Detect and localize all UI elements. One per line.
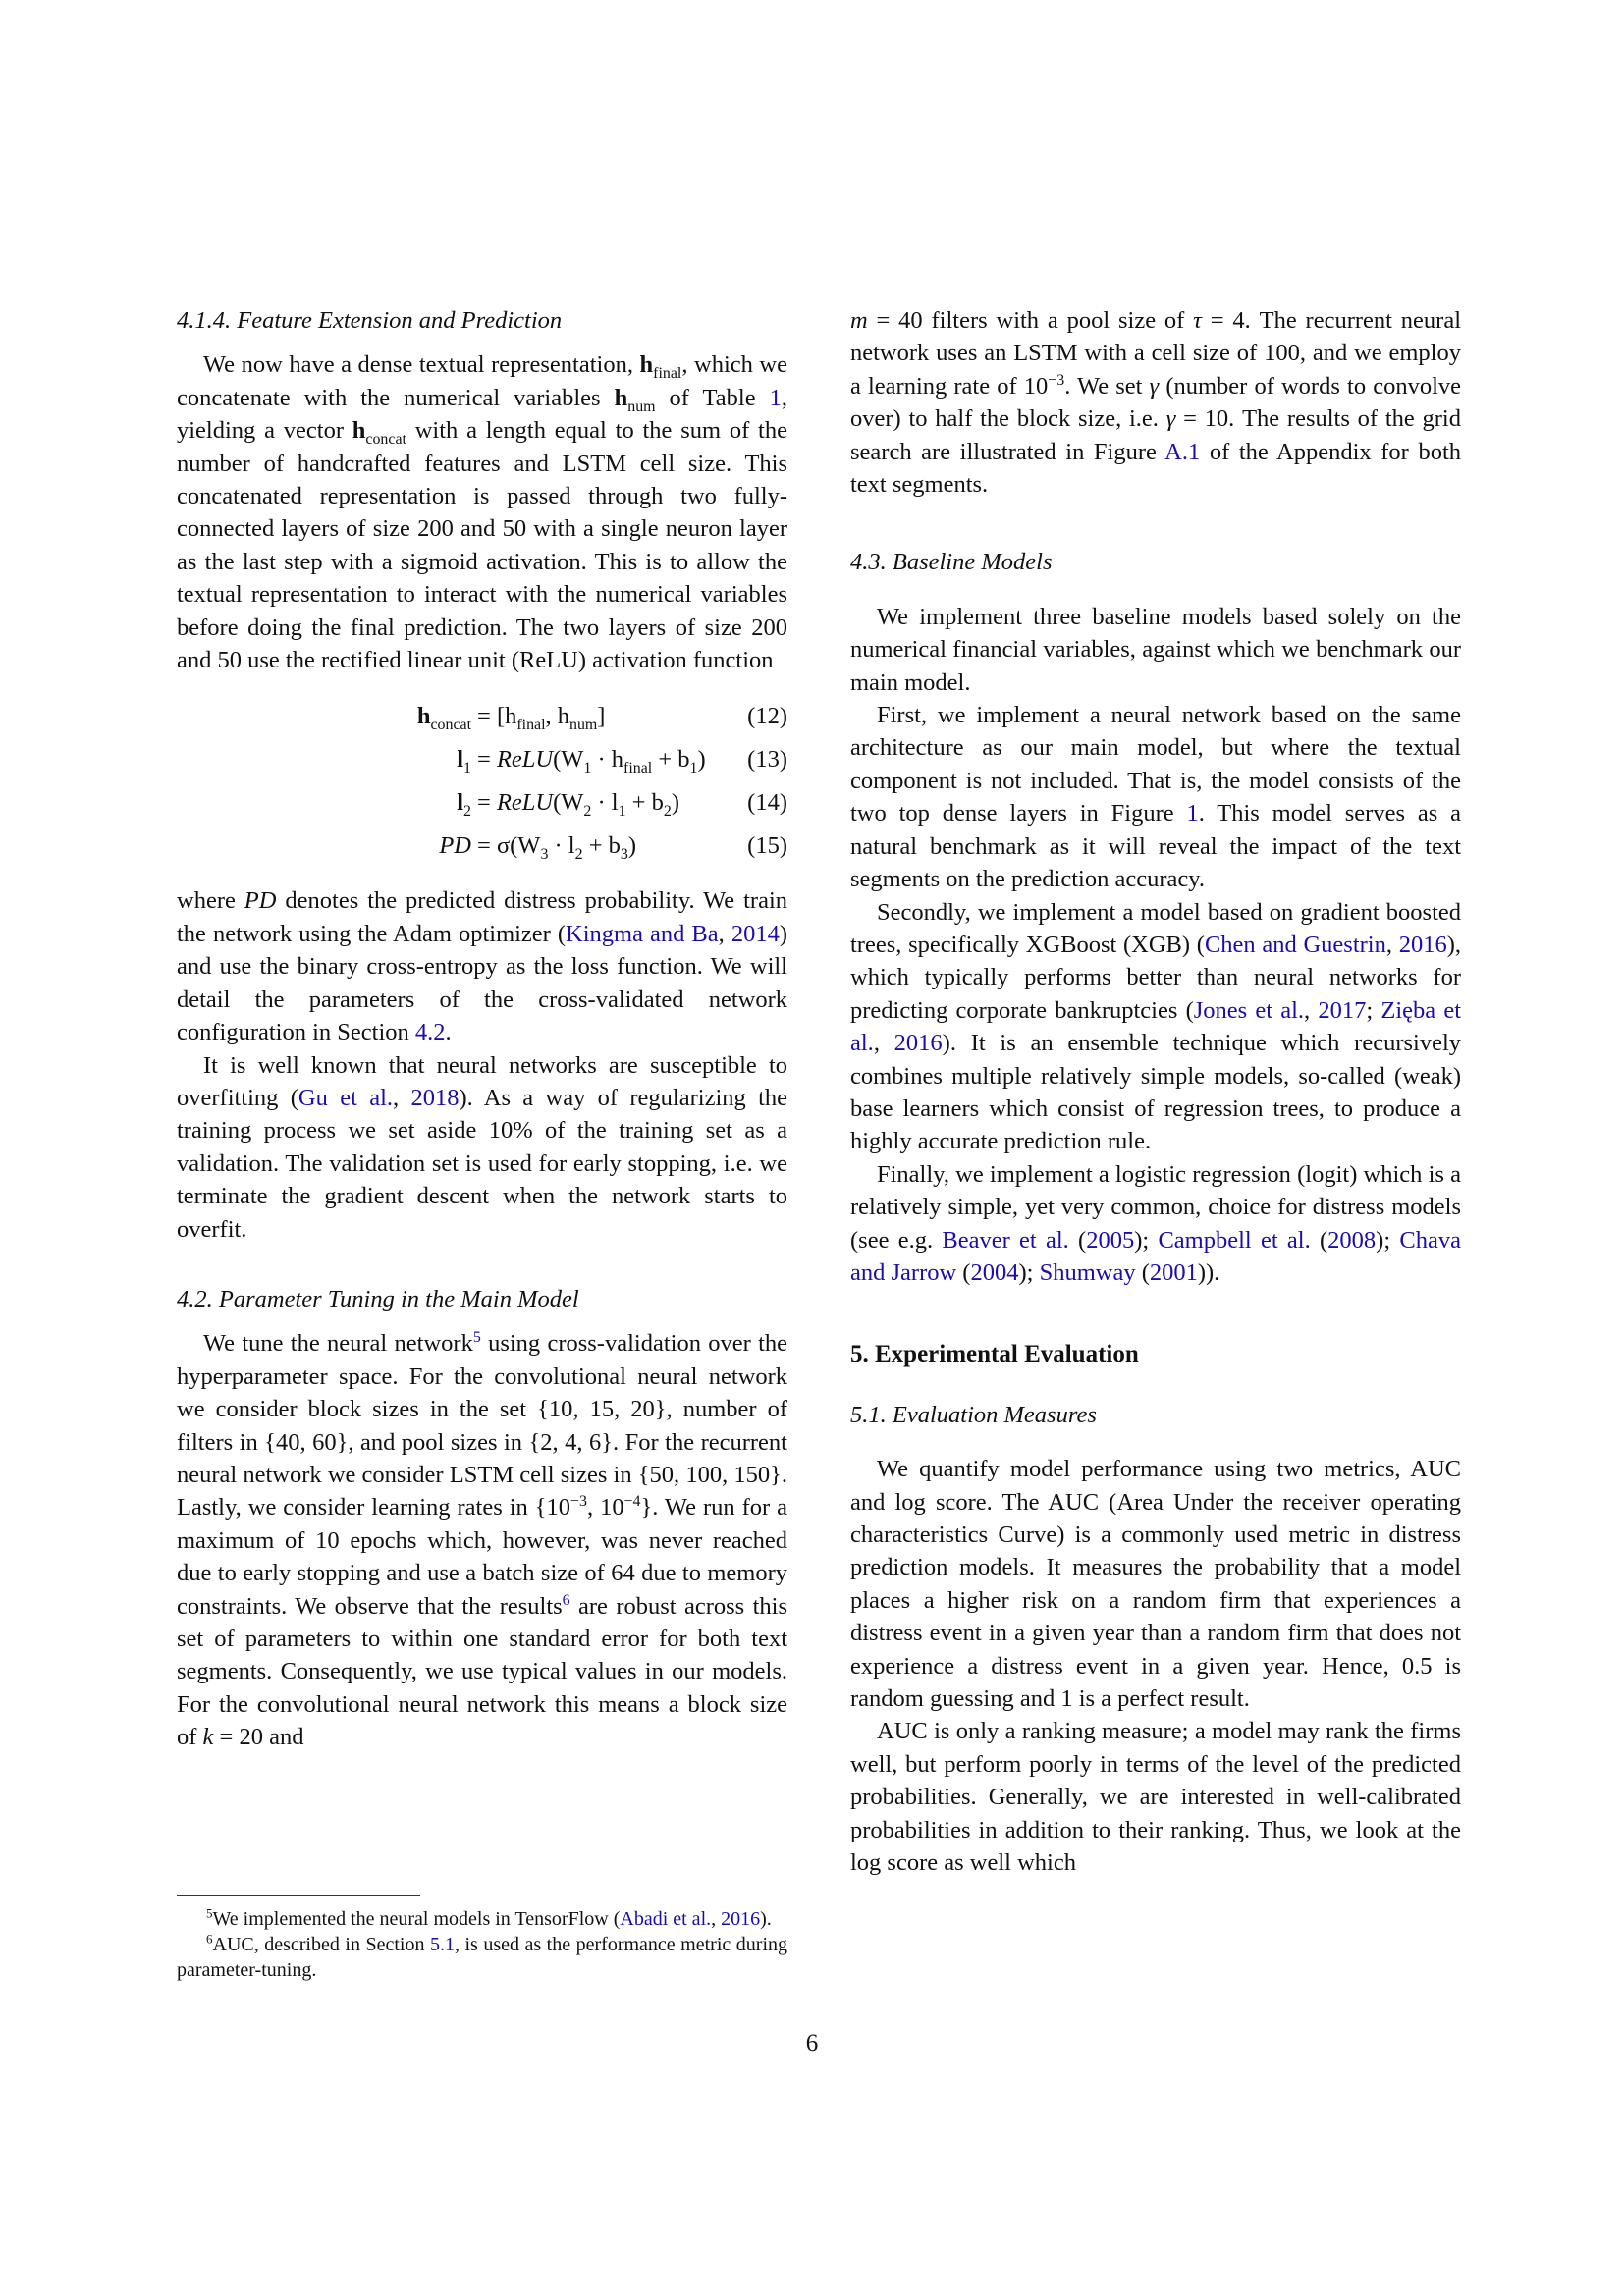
citation-link[interactable]: Beaver et al. (942, 1226, 1069, 1254)
equation-number: (12) (747, 703, 787, 730)
citation-year-link[interactable]: 2016 (1398, 931, 1447, 958)
section-4-2-link[interactable]: 4.2 (414, 1019, 446, 1046)
paragraph-parameter-values: m = 40 filters with a pool size of τ = 4. The recurrent neural network uses an LSTM with a cell size of 100, and we employ a learning rate of $10^{-3}$. We set γ (number of words to convolve over) to half the block size, i.e. γ = 10. The results of the grid search are illustrated in Figure A.1 of the Appendix for both text segments. (850, 307, 1462, 499)
section-4-1-4-title: 4.1.4. Feature Extension and Prediction (177, 307, 563, 334)
paragraph-baselines-intro: We implement three baseline models based solely on the numerical financial variables, against which we benchmark our main model. (850, 603, 1461, 696)
paragraph-evaluation-logscore: AUC is only a ranking measure; a model may rank the firms well, but perform poorly in terms of the level of the predicted probabilities. Generally, we are interested in well-calibrated probabilities in addition to their ranking. Thus, we look at the log score as well which (850, 1718, 1461, 1877)
section-5-1-title: 5.1. Evaluation Measures (850, 1401, 1097, 1428)
paragraph-baseline-nn: First, we implement a neural network based on the same architecture as our main model, but where the textual component is not included. That is, the model consists of the two top dense layers in Figure 1. This model serves as a natural benchmark as it will reveal the impact of the text segments on the prediction accuracy. (850, 702, 1461, 893)
paragraph-baseline-logit: Finally, we implement a logistic regression (logit) which is a relatively simple, yet very common, choice for distress models (see e.g. Beaver et al. (2005); Campbell et al. (2008); Chava and Jarrow (2004); Shumway (2001)). (850, 1160, 1461, 1286)
citation-year-link[interactable]: 2014 (731, 920, 780, 947)
equation-14: $l_2$ = $ReLU(W_2 \cdot l_1 + b_2)$ (14) (177, 780, 787, 824)
citation-year-link[interactable]: 2016 (721, 1908, 761, 1930)
left-column (177, 304, 787, 1754)
figure-1-link[interactable]: 1 (1186, 800, 1199, 828)
citation-year-link[interactable]: 2004 (970, 1258, 1019, 1286)
citation-year-link[interactable]: 2017 (1318, 996, 1367, 1024)
citation-year-link[interactable]: 2008 (1327, 1226, 1377, 1254)
paragraph-adam-optimizer: where PD denotes the predicted distress probability. We train the network using the Adam optimizer (Kingma and Ba, 2014) and use the binary cross-entropy as the loss function. We will detail the parameters of the cross-validated network configuration in Section 4.2. (177, 887, 787, 1046)
citation-link[interactable]: Kingma and Ba (566, 920, 719, 947)
equation-number: (13) (747, 746, 787, 774)
figure-a1-link[interactable]: A.1 (1164, 438, 1201, 465)
section-4-3-title: 4.3. Baseline Models (850, 549, 1053, 576)
equation-number: (14) (747, 789, 787, 817)
equations-block (177, 694, 787, 867)
section-4-2-title: 4.2. Parameter Tuning in the Main Model (177, 1285, 579, 1312)
citation-year-link[interactable]: 2005 (1086, 1226, 1135, 1254)
equation-13: $l_1$ = $ReLU(W_1 \cdot h_{final} + b_1)$ (13) (177, 737, 787, 780)
citation-link[interactable]: Jones et al. (1193, 996, 1305, 1024)
paragraph-evaluation-auc: We quantify model performance using two metrics, AUC and log score. The AUC (Area Under the receiver operating characteristics Curve) is a commonly used metric in distress prediction models. It measures the probability that a model places a higher risk on a random firm that experiences a distress event in a given year than a random firm that does not experience a distress event in a given year. Hence, 0.5 is random guessing and 1 is a perfect result. (850, 1456, 1461, 1713)
right-column (850, 304, 1461, 1879)
paragraph-overfitting: It is well known that neural networks are susceptible to overfitting (Gu et al., 2018). As a way of regularizing the training process we set aside 10% of the training set as a validation. The validation set is used for early stopping, i.e. we terminate the gradient descent when the network starts to overfit. (177, 1051, 788, 1243)
citation-link[interactable]: Shumway (1039, 1258, 1136, 1286)
section-5-title: 5. Experimental Evaluation (850, 1341, 1139, 1368)
footnote-6-link[interactable]: 6 (562, 1591, 570, 1609)
paragraph-feature-extension: We now have a dense textual representation, $h_{final}$, which we concatenate with the numerical variables $h_{num}$ of Table 1, yielding a vector $h_{concat}$ with a length equal to the sum of the number of handcrafted features and LSTM cell size. This concatenated representation is passed through two fully-connected layers of size 200 and 50 with a single neuron layer as the last step with a sigmoid activation. This is to allow the textual representation to interact with the numerical variables before doing the final prediction. The two layers of size 200 and 50 use the rectified linear unit (ReLU) activation function (177, 351, 788, 674)
citation-year-link[interactable]: 2018 (410, 1084, 460, 1111)
equation-12: $h_{concat}$ = [$h_{final}$, $h_{num}$] (12) (177, 694, 787, 737)
footnote-rule (177, 1895, 420, 1896)
footnote-6: $^6$AUC, described in Section 5.1, is used as the performance metric during parameter-tuning. (177, 1931, 787, 1981)
citation-link[interactable]: Zięba et al. (850, 996, 1461, 1057)
footnote-5-link[interactable]: 5 (472, 1329, 481, 1347)
citation-link[interactable]: Campbell et al. (1158, 1226, 1311, 1254)
equation-number: (15) (747, 832, 787, 860)
table-1-link[interactable]: 1 (769, 384, 782, 411)
equation-15: PD = $\sigma(W_3 \cdot l_2 + b_3)$ (15) (177, 824, 787, 867)
footnote-5: $^5$We implemented the neural models in TensorFlow (Abadi et al., 2016). (206, 1905, 772, 1930)
section-5-1-link[interactable]: 5.1 (429, 1934, 455, 1955)
citation-link[interactable]: Abadi et al. (620, 1908, 712, 1930)
citation-link[interactable]: Chen and Guestrin (1204, 931, 1386, 958)
paragraph-parameter-tuning: We tune the neural network$^5$ using cross-validation over the hyperparameter space. For the convolutional neural network we consider block sizes in the set {10, 15, 20}, number of filters in {40, 60}, and pool sizes in {2, 4, 6}. For the recurrent neural network we consider LSTM cell sizes in {50, 100, 150}. Lastly, we consider learning rates in {$10^{-3}$, $10^{-4}$}. We run for a maximum of 10 epochs which, however, was never reached due to early stopping and use a batch size of 64 due to memory constraints. We observe that the results$^6$ are robust across this set of parameters to within one standard error for both text segments. Consequently, we use typical values in our models. For the convolutional neural network this means a block size of k = 20 and (177, 1329, 787, 1751)
citation-year-link[interactable]: 2016 (893, 1030, 943, 1057)
citation-link[interactable]: Gu et al. (298, 1084, 394, 1111)
footnotes (177, 1906, 787, 1983)
citation-link[interactable]: Chava and Jarrow (850, 1226, 1461, 1286)
page-number: 6 (805, 2030, 819, 2056)
paragraph-baseline-xgb: Secondly, we implement a model based on gradient boosted trees, specifically XGBoost (XGB) (Chen and Guestrin, 2016), which typically performs better than neural networks for predicting corporate bankruptcies (Jones et al., 2017; Zięba et al., 2016). It is an ensemble technique which recursively combines multiple relatively simple models, so-called (weak) base learners which consist of regression trees, to produce a highly accurate prediction rule. (850, 898, 1461, 1155)
citation-year-link[interactable]: 2001 (1149, 1258, 1198, 1286)
